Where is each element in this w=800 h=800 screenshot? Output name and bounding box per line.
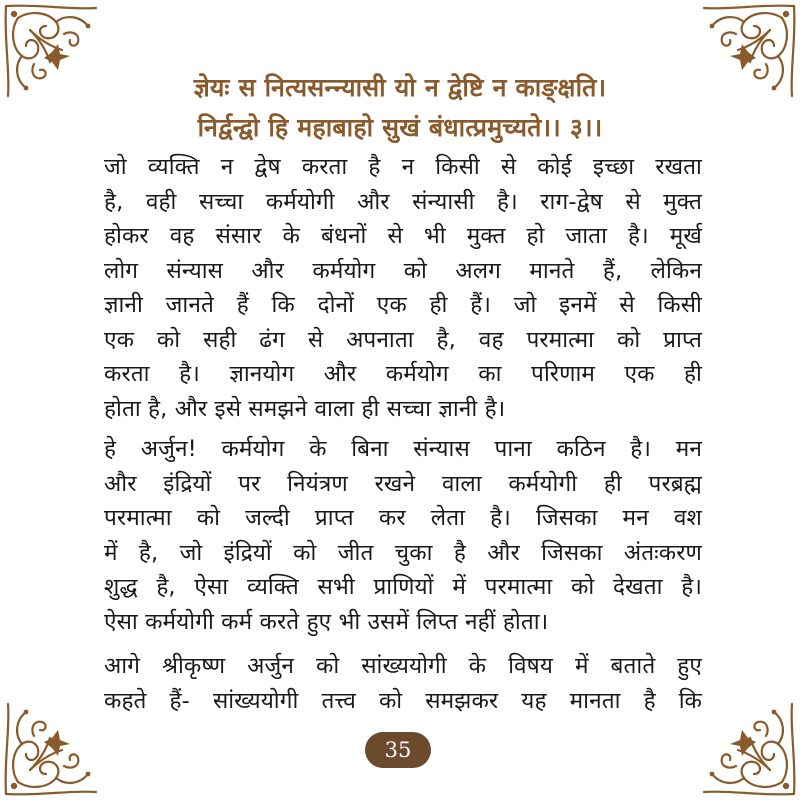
text-line: हे अर्जुन! कर्मयोग के बिना संन्यास पाना कठिन है। मन — [104, 436, 702, 462]
shloka-verse — [0, 68, 800, 148]
text-line: होता है, और इसे समझने वाला ही सच्चा ज्ञानी है। — [104, 395, 506, 422]
text-line: लोग संन्यास और कर्मयोग को अलग मानते हैं, लेकिन — [104, 257, 702, 284]
text-line: में है, जो इंद्रियों को जीत चुका है और जिसका अंतःकरण — [104, 539, 702, 566]
text-line: जो व्यक्ति न द्वेष करता है न किसी से कोई इच्छा रखता — [104, 154, 702, 180]
paragraph-3 — [104, 649, 702, 718]
text-line: और इंद्रियों पर नियंत्रण रखने वाला कर्मयोगी ही परब्रह्म — [104, 470, 702, 497]
corner-ornament-bottom-right-icon — [690, 690, 800, 800]
text-line: ज्ञानी जानते हैं कि दोनों एक ही हैं। जो इनमें से किसी — [104, 292, 702, 318]
text-line: परमात्मा को जल्दी प्राप्त कर लेता है। जिसका मन वश — [104, 505, 702, 531]
paragraph-2 — [104, 432, 702, 639]
verse-line-1: ज्ञेयः स नित्यसन्न्यासी यो न द्वेष्टि न काङ्क्षति। — [193, 73, 607, 102]
text-line: कहते हैं- सांख्ययोगी तत्त्व को समझकर यह मानता है कि — [104, 687, 702, 714]
paragraph-1 — [104, 150, 702, 426]
page-number-badge: 35 — [365, 732, 431, 768]
text-line: एक को सही ढंग से अपनाता है, वह परमात्मा को प्राप्त — [104, 326, 702, 353]
corner-ornament-bottom-left-icon — [0, 690, 110, 800]
text-line: है, वही सच्चा कर्मयोगी और संन्यासी है। राग-द्वेष से मुक्त — [104, 188, 702, 215]
verse-line-2: निर्द्वन्द्वो हि महाबाहो सुखं बंधात्प्रमुच्यते।। ३।। — [197, 113, 603, 142]
text-line: आगे श्रीकृष्ण अर्जुन को सांख्ययोगी के विषय में बताते हुए — [104, 653, 702, 679]
text-line: करता है। ज्ञानयोग और कर्मयोग का परिणाम एक ही — [104, 361, 702, 387]
ornament-svg — [0, 690, 110, 800]
text-line: ऐसा कर्मयोगी कर्म करते हुए भी उसमें लिप्त नहीं होता। — [104, 608, 549, 635]
ornament-svg — [690, 690, 800, 800]
text-line: शुद्ध है, ऐसा व्यक्ति सभी प्राणियों में परमात्मा को देखता है। — [104, 574, 702, 600]
text-line: होकर वह संसार के बंधनों से भी मुक्त हो जाता है। मूर्ख — [104, 223, 702, 249]
